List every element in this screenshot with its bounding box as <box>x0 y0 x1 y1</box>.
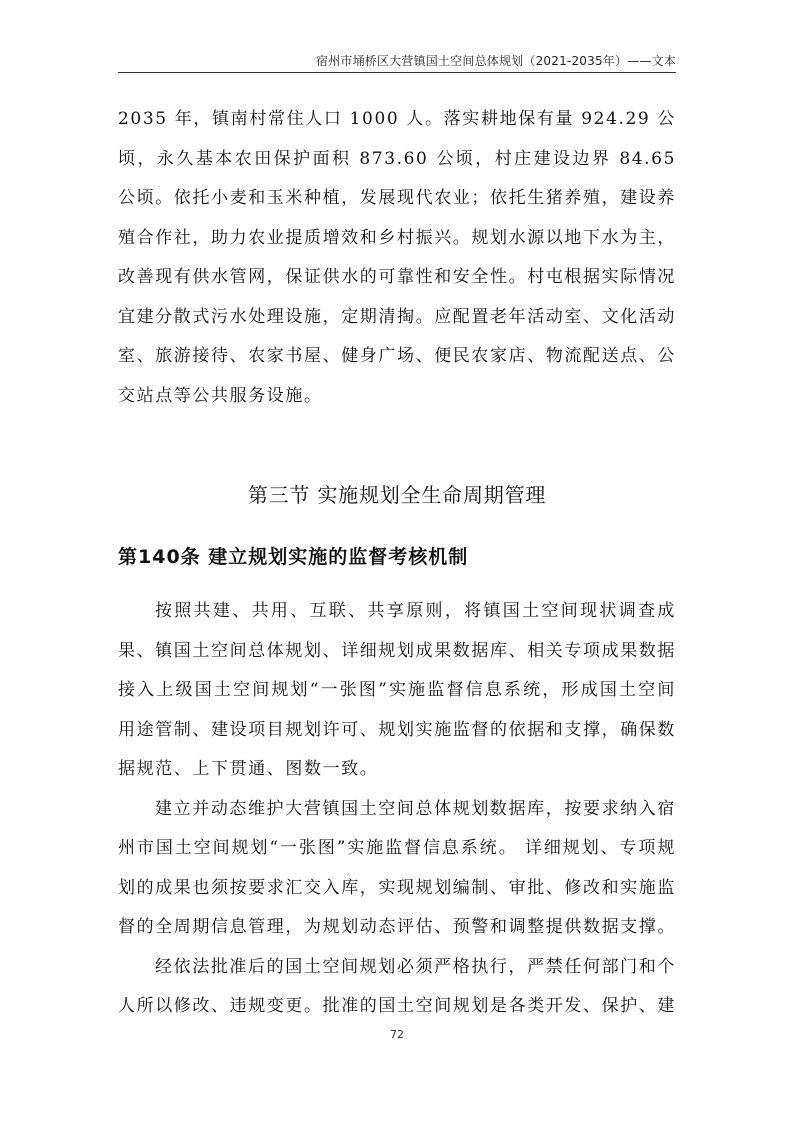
paragraph: 按照共建、共用、互联、共享原则，将镇国土空间现状调查成果、镇国土空间总体规划、详细规划成果数据库、相关专项成果数据接入上级国土空间规划“一张图”实施监督信息系统，形成国土空间用途管制、建设项目规划许可、规划实施监督的依据和支撑，确保数据规范、上下贯通、图数一致。 <box>118 601 676 779</box>
paragraph: 2035 年，镇南村常住人口 1000 人。落实耕地保有量 924.29 公顷，永久基本农田保护面积 873.60 公顷，村庄建设边界 84.65 公顷。依托小麦和玉米种植，发展现代农业；依托生猪养殖，建设养殖合作社，助力农业提质增效和乡村振兴。规划水源以地下水为主，改善现有供水管网，保证供水的可靠性和安全性。村屯根据实际情况宜建分散式污水处理设施，定期清掏。应配置老年活动室、文化活动室、旅游接待、农家书屋、健身广场、便民农家店、物流配送点、公交站点等公共服务设施。 <box>118 109 676 406</box>
page-number: 72 <box>390 1028 404 1041</box>
body-text-top <box>118 100 676 416</box>
paragraph: 建立并动态维护大营镇国土空间总体规划数据库，按要求纳入宿州市国土空间规划“一张图”实施监督信息系统。 详细规划、专项规划的成果也须按要求汇交入库，实现规划编制、审批、修改和实施监督的全周期信息管理，为规划动态评估、预警和调整提供数据支撑。 <box>118 798 676 937</box>
running-header: 宿州市埇桥区大营镇国土空间总体规划（2021-2035年）——文本 <box>315 54 676 68</box>
article-body <box>118 592 676 1027</box>
paragraph: 经依法批准后的国土空间规划必须严格执行，严禁任何部门和个人所以修改、违规变更。批准的国土空间规划是各类开发、保护、建 <box>118 956 676 1016</box>
article-title: 第140条 建立规划实施的监督考核机制 <box>118 546 469 568</box>
section-title: 第三节 实施规划全生命周期管理 <box>247 483 547 507</box>
header-divider <box>118 72 676 73</box>
